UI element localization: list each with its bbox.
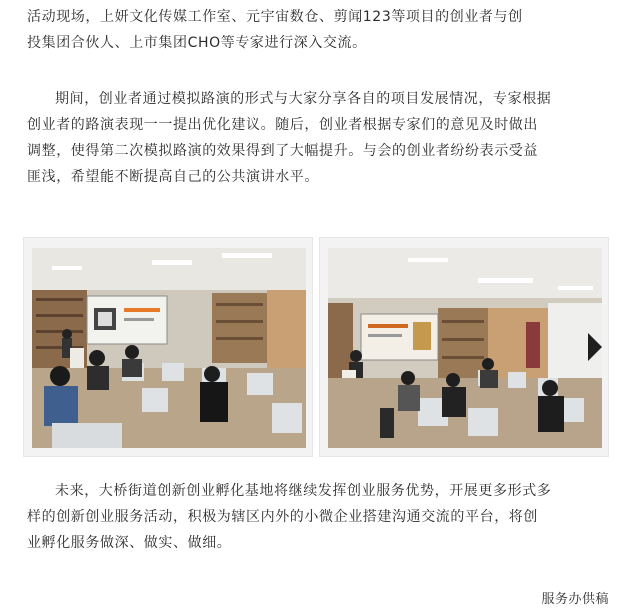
paragraph-line: 创业者的路演表现一一提出优化建议。随后，创业者根据专家们的意见及时做出 [27, 117, 538, 133]
paragraph-line: 业孵化服务做深、做实、做细。 [27, 535, 232, 551]
paragraph-line: 调整，使得第二次模拟路演的效果得到了大幅提升。与会的创业者纷纷表示受益 [27, 143, 538, 159]
roadshow-audience-photo[interactable] [23, 237, 313, 457]
paragraph-line: 样的创新创业服务活动，积极为辖区内外的小微企业搭建沟通交流的平台，将创 [27, 509, 538, 525]
paragraph-line: 未来，大桥街道创新创业孵化基地将继续发挥创业服务优势，开展更多形式多 [55, 483, 552, 499]
chevron-right-icon[interactable] [588, 333, 602, 361]
paragraph-future [27, 478, 607, 556]
photo-image [328, 248, 602, 448]
article-credit: 服务办供稿 [541, 592, 609, 607]
paragraph-event-scene [27, 4, 607, 56]
paragraph-line: 匪浅，希望能不断提高自己的公共演讲水平。 [27, 169, 319, 185]
paragraph-line: 活动现场，上妍文化传媒工作室、元宇宙数仓、剪闻123等项目的创业者与创 [27, 9, 523, 25]
paragraph-line: 投集团合伙人、上市集团CHO等专家进行深入交流。 [27, 35, 367, 51]
paragraph-line: 期间，创业者通过模拟路演的形式与大家分享各自的项目发展情况，专家根据 [55, 91, 552, 107]
roadshow-speaker-photo[interactable] [319, 237, 609, 457]
paragraph-roadshow [27, 86, 607, 190]
photo-gallery[interactable] [23, 237, 619, 457]
photo-image [32, 248, 306, 448]
